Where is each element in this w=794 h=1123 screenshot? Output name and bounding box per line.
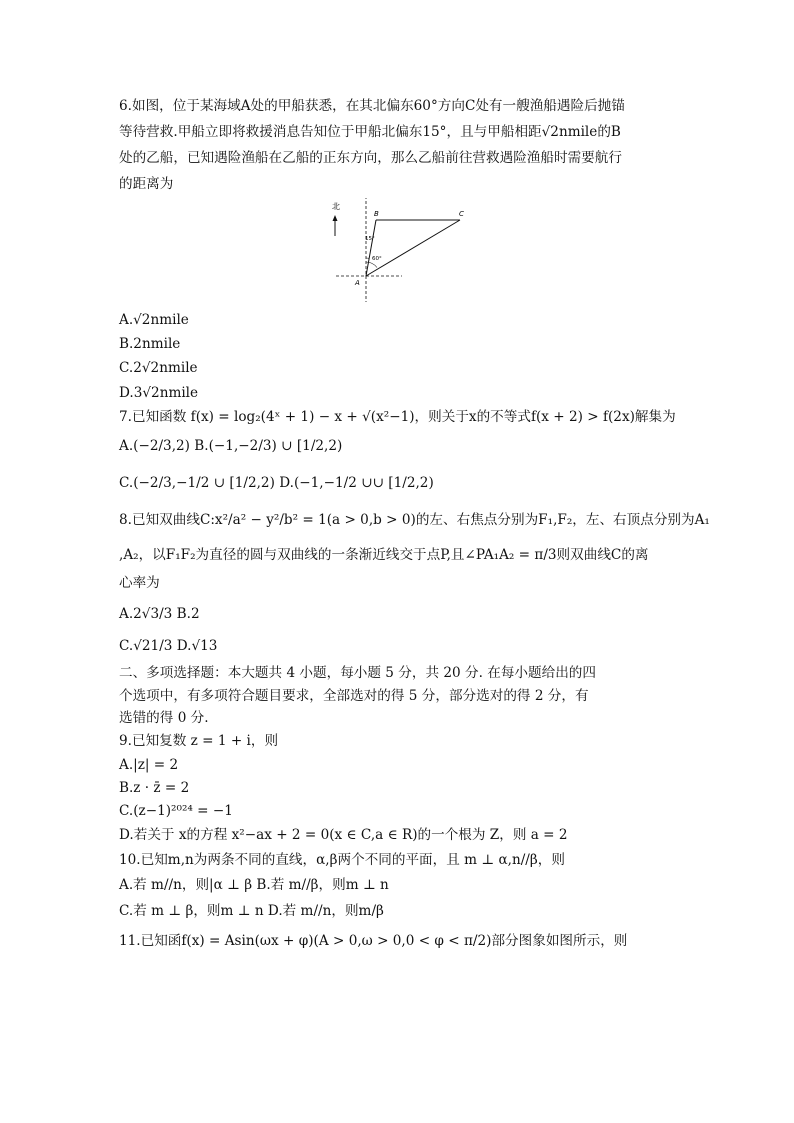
q6-option-a: A.√2nmile: [119, 312, 189, 328]
q6-line-3: 处的乙船，已知遇险渔船在乙船的正东方向，那么乙船前往营救遇险渔船时需要航行: [119, 150, 622, 166]
section2-line-1: 二、多项选择题：本大题共 4 小题，每小题 5 分，共 20 分. 在每小题给出的四: [119, 665, 596, 681]
q6-line-4: 的距离为: [119, 176, 174, 192]
section2-line-2: 个选项中，有多项符合题目要求，全部选对的得 5 分，部分选对的得 2 分，有: [119, 688, 589, 704]
q7-options-ab: A.(−2/3,2) B.(−1,−2/3) ∪ [1/2,2): [119, 438, 343, 454]
q10-stem: 10.已知m,n为两条不同的直线，α,β两个不同的平面，且 m ⊥ α,n//β，则: [119, 852, 565, 868]
segment-ac: [366, 220, 460, 276]
q8-options-cd: C.√21/3 D.√13: [119, 638, 218, 654]
q6-line-2: 等待营救.甲船立即将救援消息告知位于甲船北偏东15°，且与甲船相距√2nmile的B: [119, 124, 621, 140]
point-a-label: A: [355, 279, 360, 287]
q9-stem: 9.已知复数 z = 1 + i，则: [119, 733, 279, 749]
q6-line-1: 6.如图，位于某海域A处的甲船获悉，在其北偏东60°方向C处有一艘渔船遇险后抛锚: [119, 98, 625, 114]
q9-option-d: D.若关于 x的方程 x²−ax + 2 = 0(x ∈ C,a ∈ R)的一个根为 Z，则 a = 2: [119, 827, 568, 843]
point-b-label: B: [374, 210, 379, 218]
q9-option-b: B.z · z̄ = 2: [119, 780, 190, 796]
q7-options-cd: C.(−2/3,−1/2 ∪ [1/2,2) D.(−1,−1/2 ∪∪ [1/2,2): [119, 475, 434, 491]
q8-line-3: 心率为: [119, 575, 160, 591]
q11-stem: 11.已知函f(x) = Asin(ωx + φ)(A > 0,ω > 0,0 < φ < π/2)部分图象如图所示，则: [119, 933, 628, 949]
q6-option-c: C.2√2nmile: [119, 360, 198, 376]
segment-ab: [366, 220, 376, 276]
angle-60-label: 60°: [372, 256, 382, 262]
section2-line-3: 选错的得 0 分.: [119, 710, 209, 726]
q6-option-d: D.3√2nmile: [119, 385, 199, 401]
q8-line-2: ,A₂，以F₁F₂为直径的圆与双曲线的一条渐近线交于点P,且∠PA₁A₂ = π/3则双曲线C的离: [119, 547, 649, 563]
q9-option-c: C.(z−1)²⁰²⁴ = −1: [119, 803, 233, 819]
q7-stem: 7.已知函数 f(x) = log₂(4ˣ + 1) − x + √(x²−1)，则关于x的不等式f(x + 2) > f(2x)解集为: [119, 409, 676, 425]
q10-options-ab: A.若 m//n，则|α ⊥ β B.若 m//β，则m ⊥ n: [119, 877, 389, 893]
point-c-label: C: [459, 210, 464, 218]
q10-options-cd: C.若 m ⊥ β，则m ⊥ n D.若 m//n，则m/β: [119, 903, 384, 919]
q8-line-1: 8.已知双曲线C:x²/a² − y²/b² = 1(a > 0,b > 0)的左、右焦点分别为F₁,F₂，左、右顶点分别为A₁: [119, 512, 710, 528]
ship-position-diagram: [330, 198, 470, 302]
q6-option-b: B.2nmile: [119, 336, 181, 352]
angle-15-label: 15°: [365, 236, 375, 242]
north-label: 北: [332, 202, 340, 211]
q9-option-a: A.|z| = 2: [119, 757, 179, 773]
q8-options-ab: A.2√3/3 B.2: [119, 606, 200, 622]
north-arrowhead-icon: [333, 215, 338, 221]
